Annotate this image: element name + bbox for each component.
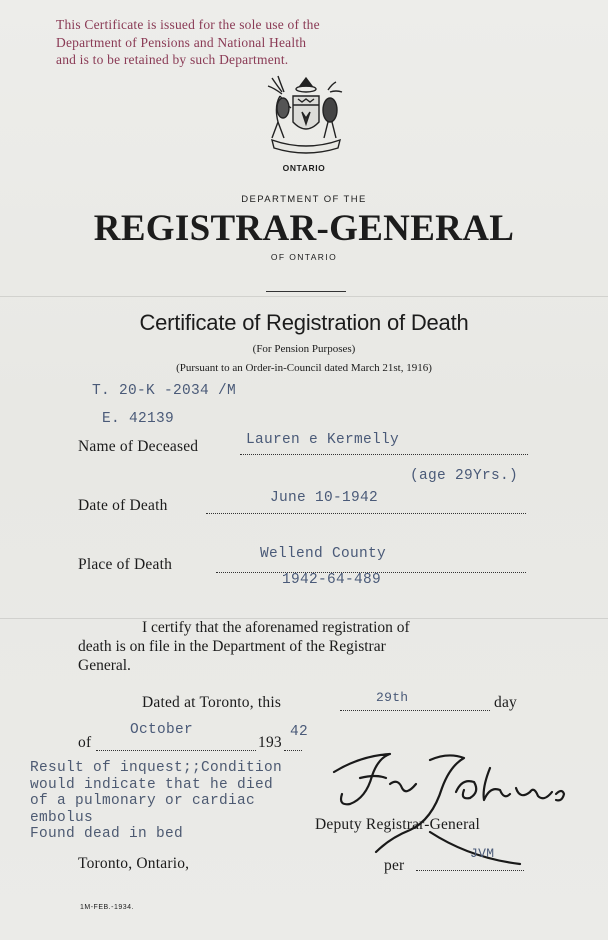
inquest-line-1: Result of inquest;;Condition bbox=[30, 760, 283, 776]
certify-line-1: I certify that the aforenamed registration of bbox=[142, 619, 410, 636]
deceased-name: Lauren e Kermelly bbox=[246, 432, 400, 448]
inquest-line-4: embolus bbox=[30, 809, 94, 826]
inquest-line-2: would indicate that he died bbox=[30, 776, 274, 793]
header-divider bbox=[266, 291, 346, 292]
certificate-authority: (Pursuant to an Order-in-Council dated March 21st, 1916) bbox=[176, 362, 432, 374]
inquest-note bbox=[30, 760, 282, 843]
place-of-death: Wellend County bbox=[260, 546, 387, 562]
name-dotted-line bbox=[240, 454, 528, 455]
year-value: 42 bbox=[290, 724, 309, 740]
inquest-line-3: of a pulmonary or cardiac bbox=[30, 793, 256, 809]
certify-line-2: death is on file in the Department of the Registrar bbox=[78, 638, 386, 655]
year-dotted-line bbox=[284, 750, 302, 751]
date-dotted-line bbox=[206, 513, 526, 514]
department-label: DEPARTMENT OF THE bbox=[241, 194, 367, 205]
day-dotted-line bbox=[340, 710, 490, 711]
date-of-death: June 10-1942 bbox=[270, 490, 379, 506]
date-label: Date of Death bbox=[78, 497, 168, 514]
per-dotted-line bbox=[416, 870, 524, 871]
month-dotted-line bbox=[96, 750, 256, 751]
inquest-line-5: Found dead in bed bbox=[30, 826, 184, 842]
certify-line-3: General. bbox=[78, 657, 131, 674]
place-of-issue: Toronto, Ontario, bbox=[78, 855, 190, 872]
ontario-coat-of-arms-icon bbox=[264, 74, 348, 158]
stamp-line-1: This Certificate is issued for the sole use of the bbox=[56, 17, 320, 32]
certificate-title: Certificate of Registration of Death bbox=[139, 310, 469, 335]
deceased-age: (age 29Yrs.) bbox=[410, 468, 519, 484]
registrar-signature bbox=[320, 748, 580, 868]
place-label: Place of Death bbox=[78, 556, 173, 573]
usage-stamp bbox=[56, 16, 436, 69]
certificate-subtitle: (For Pension Purposes) bbox=[252, 343, 356, 355]
stamp-line-3: and is to be retained by such Department. bbox=[56, 52, 289, 67]
year-prefix: 193 bbox=[258, 734, 282, 751]
of-ontario-label: OF ONTARIO bbox=[270, 252, 338, 262]
e-file-number: E. 42139 bbox=[102, 411, 175, 427]
month-value: October bbox=[130, 722, 194, 738]
per-label: per bbox=[384, 857, 405, 874]
dated-prefix: Dated at Toronto, this bbox=[142, 694, 282, 711]
t-file-number: T. 20-K -2034 /M bbox=[92, 383, 237, 399]
day-suffix: day bbox=[494, 694, 517, 711]
of-label: of bbox=[78, 734, 92, 751]
paper-fold-line bbox=[0, 296, 608, 297]
per-initials: JVM bbox=[470, 846, 495, 861]
registration-number: 1942-64-489 bbox=[282, 572, 382, 588]
print-code: 1M-FEB.-1934. bbox=[80, 904, 134, 911]
deputy-registrar-title: Deputy Registrar-General bbox=[315, 816, 481, 833]
registrar-general-title: REGISTRAR-GENERAL bbox=[93, 208, 515, 249]
stamp-line-2: Department of Pensions and National Health bbox=[56, 34, 307, 50]
name-label: Name of Deceased bbox=[78, 438, 199, 455]
crest-caption: ONTARIO bbox=[282, 163, 326, 173]
day-value: 29th bbox=[376, 690, 409, 705]
